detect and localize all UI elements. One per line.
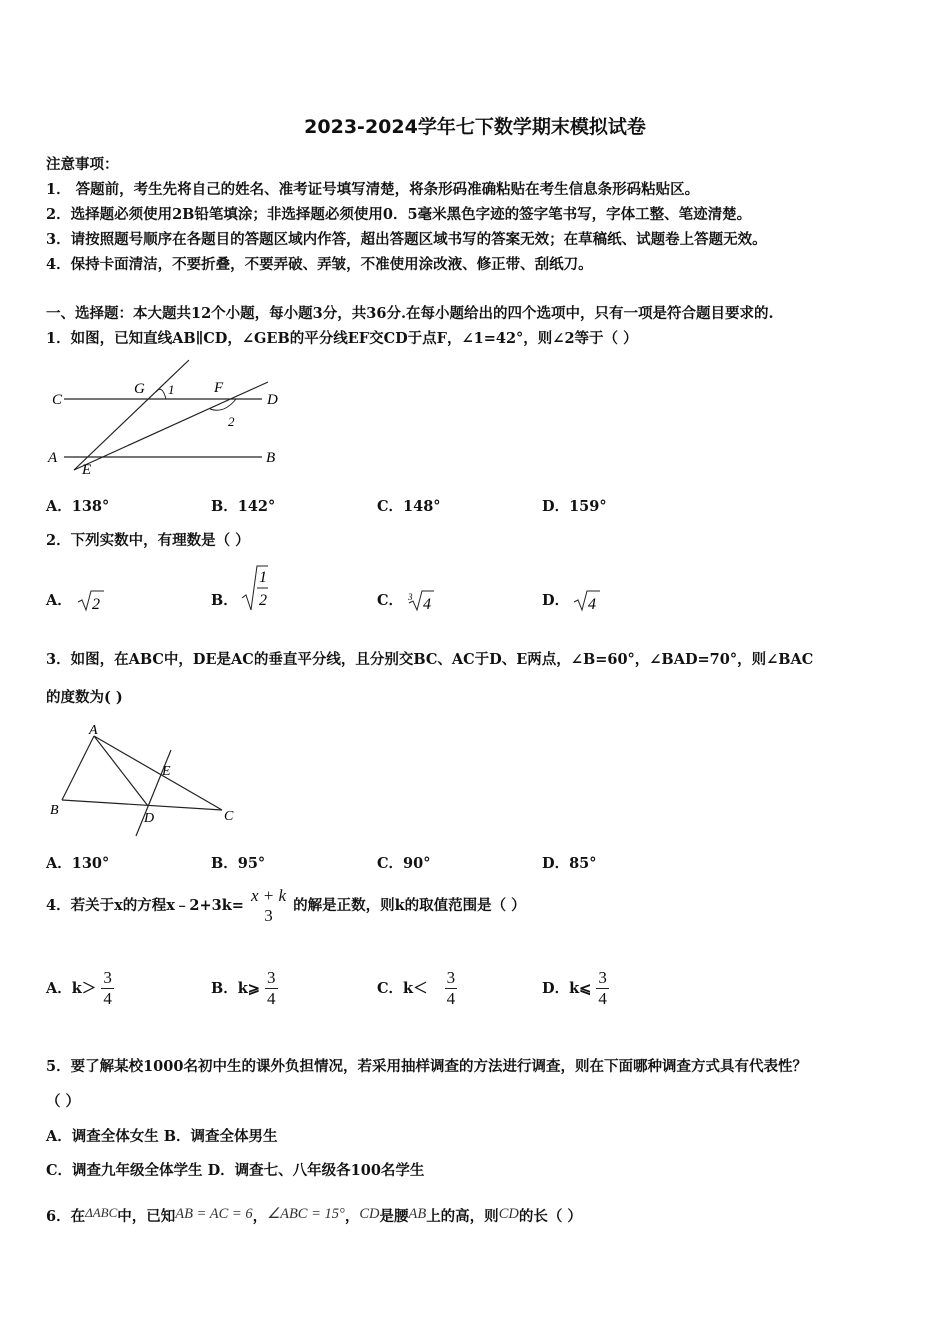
side-ac [94,736,222,810]
math-triangle-abc: ΔABC [85,1205,118,1220]
label-c: C [224,809,234,824]
label-b: B [266,450,276,466]
fraction: $\frac{3}{4}$ [446,968,456,1008]
label-g: G [134,381,145,397]
svg-text:3: 3 [408,592,413,602]
label-angle-1: 1 [168,382,175,397]
fraction [249,886,288,926]
option-c: C．k＜ $\frac{3}{4}$ [377,968,456,1008]
notice-item: 4．保持卡面清洁，不要折叠，不要弄破、弄皱，不准使用涂改液、修正带、刮纸刀。 [46,256,593,273]
angle-2-arc [210,399,236,410]
notice-item: 3．请按照题号顺序在各题目的答题区域内作答，超出答题区域书写的答案无效；在草稿纸、试题卷上答题无效。 [46,231,767,248]
side-bc [62,800,222,810]
math-ab: AB [408,1206,427,1222]
notice-item: 1． 答题前，考生先将自己的姓名、准考证号填写清楚，将条形码准确粘贴在考生信息条形码粘贴区。 [46,181,700,198]
options-row: A．调查全体女生 B．调查全体男生 [46,1128,278,1145]
label-e: E [162,764,171,779]
math-ab-ac: AB = AC = 6 [175,1206,253,1222]
label-d: D [267,392,278,408]
notice-heading: 注意事项： [46,156,119,173]
math-angle-abc: ∠ABC = 15° [267,1206,345,1222]
question-1-stem: 1．如图，已知直线AB∥CD，∠GEB的平分线EF交CD于点F，∠1=42°，则∠2等于（ ） [46,330,638,347]
question-3-stem-cont: 的度数为( ) [46,689,123,706]
line-ge [74,360,189,470]
page-title: 2023-2024学年七下数学期末模拟试卷 [304,116,646,138]
label-d: D [144,811,155,826]
svg-text:1: 1 [259,569,267,586]
option-c: C．148° [377,498,441,515]
question-3-figure [44,720,244,840]
question-5-stem: 5．要了解某校1000名初中生的课外负担情况，若采用抽样调查的方法进行调查，则在下面哪种调查方式具有代表性？ [46,1058,807,1075]
question-4-stem-pre: 4．若关于x的方程x﹣2+3k= [46,897,244,914]
math-cd: CD [498,1206,519,1222]
option-b-sqrt-fraction [240,564,270,614]
option-d: D．159° [542,498,607,515]
options-row: C．调查九年级全体学生 D．调查七、八年级各100名学生 [46,1162,425,1179]
option-b: B．k⩾ $\frac{3}{4}$ [211,968,276,1008]
option-a-sqrt [76,588,106,614]
label-a: A [48,450,58,466]
answer-paren: （ ） [46,1093,81,1110]
svg-text:2: 2 [259,592,267,609]
section-heading: 一、选择题：本大题共12个小题，每小题3分，共36分.在每小题给出的四个选项中，只有一项是符合题目要求的. [46,305,774,322]
question-4-stem [46,886,526,926]
option-c: C． [377,592,404,609]
option-a: A．138° [46,498,110,515]
label-f: F [214,380,224,396]
question-4-stem-post: 的解是正数，则k的取值范围是（ ） [293,897,526,914]
question-1-figure [44,352,294,482]
option-a: A． [46,592,72,609]
option-d-sqrt [572,588,602,614]
option-c-cube-root [406,588,436,614]
question-2-stem: 2．下列实数中，有理数是（ ） [46,532,250,549]
option-b: B． [211,592,238,609]
option-d: D．k⩽ $\frac{3}{4}$ [542,968,607,1008]
svg-text:4: 4 [423,596,431,613]
label-e: E [82,462,92,478]
notice-item: 2．选择题必须使用2B铅笔填涂；非选择题必须使用0．5毫米黑色字迹的签字笔书写，字体工整、笔迹清楚。 [46,206,752,223]
fraction-numerator: x + k [250,886,287,905]
svg-text:4: 4 [588,596,596,613]
option-b: B．95° [211,855,266,872]
question-6-stem: 6．在ΔABC中，已知AB = AC = 6，∠ABC = 15°，CD是腰AB上的高，则CD的长（ ） [46,1205,582,1225]
fraction-denominator: 3 [264,906,273,925]
option-b: B．142° [211,498,276,515]
label-b: B [50,803,59,818]
question-3-stem: 3．如图，在ABC中，DE是AC的垂直平分线，且分别交BC、AC于D、E两点，∠B=60°，∠BAD=70°，则∠BAC [46,651,814,668]
option-d: D． [542,592,570,609]
fraction: $\frac{3}{4}$ [103,968,112,1008]
fraction: $\frac{3}{4}$ [598,968,607,1008]
label-c: C [52,392,63,408]
svg-text:2: 2 [92,596,100,613]
option-d: D．85° [542,855,597,872]
segment-ad [94,736,148,806]
option-c: C．90° [377,855,431,872]
side-ab [62,736,94,800]
math-cd: CD [359,1206,380,1222]
option-a: A．130° [46,855,110,872]
label-angle-2: 2 [228,414,235,429]
fraction: $\frac{3}{4}$ [267,968,276,1008]
option-a: A．k＞ $\frac{3}{4}$ [46,968,112,1008]
label-a: A [89,723,98,738]
angle-1-arc [156,389,166,399]
